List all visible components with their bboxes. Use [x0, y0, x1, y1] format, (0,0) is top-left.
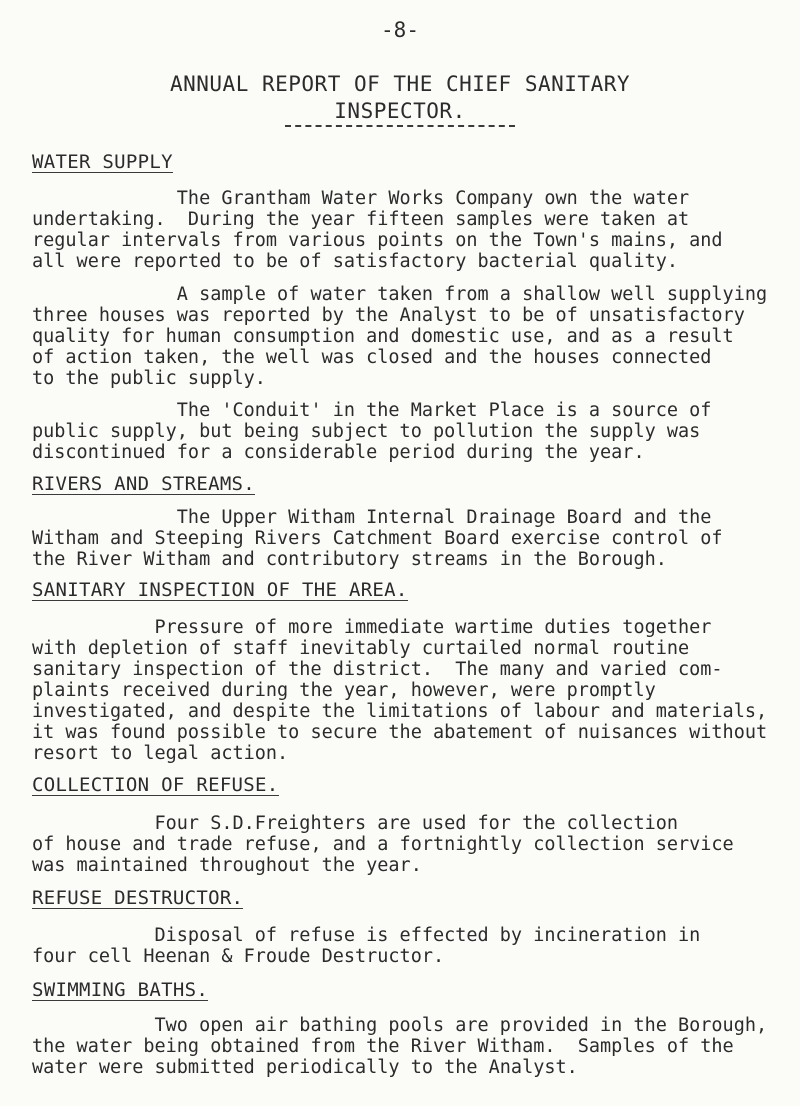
refuse-collection-paragraph: Four S.D.Freighters are used for the collection of house and trade refuse, and a fortnightly collection service was maintained throughout the year.	[32, 813, 734, 876]
rivers-paragraph: The Upper Witham Internal Drainage Board and the Witham and Steeping Rivers Catchment Board exercise control of the River Witham and contributory streams in the Borough.	[32, 507, 723, 570]
heading-swimming-baths: SWIMMING BATHS.	[32, 979, 209, 1001]
heading-collection-of-refuse: COLLECTION OF REFUSE.	[32, 774, 279, 796]
water-supply-paragraph-3: The 'Conduit' in the Market Place is a source of public supply, but being subject to pollution the supply was discontinued for a considerable period during the year.	[32, 400, 712, 463]
page-number: -8-	[381, 18, 419, 42]
water-supply-paragraph-2: A sample of water taken from a shallow well supplying three houses was reported by the Analyst to be of unsatisfactory quality for human consumption and domestic use, and as a result of action taken, the well was closed and the houses connected to the public supply.	[32, 284, 768, 389]
report-title-line-2: INSPECTOR.	[334, 99, 466, 123]
heading-sanitary-inspection: SANITARY INSPECTION OF THE AREA.	[32, 579, 408, 601]
destructor-paragraph: Disposal of refuse is effected by incineration in four cell Heenan & Froude Destructor.	[32, 925, 701, 967]
inspection-paragraph: Pressure of more immediate wartime duties together with depletion of staff inevitably curtailed normal routine sanitary inspection of the district. The many and varied com- plaints received during the year, however, were promptly investigated, and despite the limitations of labour and materials, it was found possible to secure the abatement of nuisances without resort to legal action.	[32, 617, 768, 764]
water-supply-paragraph-1: The Grantham Water Works Company own the water undertaking. During the year fifteen samples were taken at regular intervals from various points on the Town's mains, and all were reported to be of satisfactory bacterial quality.	[32, 188, 723, 272]
heading-water-supply: WATER SUPPLY	[32, 151, 173, 173]
heading-rivers-and-streams: RIVERS AND STREAMS.	[32, 473, 256, 495]
heading-refuse-destructor: REFUSE DESTRUCTOR.	[32, 887, 244, 909]
title-dashed-rule	[285, 125, 515, 127]
report-title-line-1: ANNUAL REPORT OF THE CHIEF SANITARY	[169, 72, 630, 96]
swimming-baths-paragraph: Two open air bathing pools are provided in the Borough, the water being obtained from the River Witham. Samples of the water were submitted periodically to the Analyst.	[32, 1015, 768, 1078]
